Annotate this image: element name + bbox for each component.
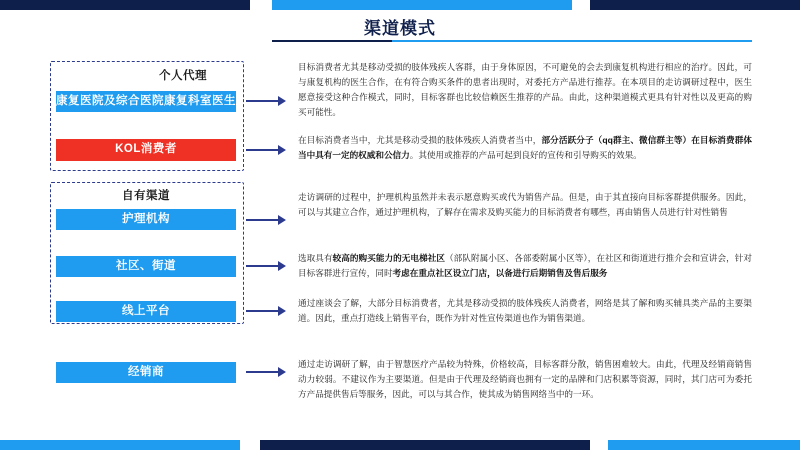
top-bar-gap-left (250, 0, 272, 10)
channel-item-community-street[interactable]: 社区、街道 (56, 256, 236, 277)
top-bar-segment-blue (272, 0, 572, 10)
top-decorative-bar (0, 0, 800, 10)
bottom-bar-segment-blue-left (0, 440, 240, 450)
community-text-bold-1: 较高的购买能力的无电梯社区 (332, 253, 446, 263)
bottom-decorative-bar (0, 440, 800, 450)
top-bar-gap-right (572, 0, 590, 10)
bottom-bar-segment-navy (260, 440, 590, 450)
description-nursing-institution: 走访调研的过程中，护理机构虽然并未表示愿意购买或代为销售产品。但是，由于其直接向目标客群提供服务。因此，可以与其建立合作，通过护理机构，了解存在需求及购买能力的目标消费者有哪些，再由销售人员进行针对性销售 (298, 192, 752, 218)
group-label-own-channel: 自有渠道 (56, 187, 236, 207)
channel-item-nursing-institution[interactable]: 护理机构 (56, 209, 236, 230)
kol-text-pre: 在目标消费者当中，尤其是移动受损的肢体残疾人消费者当中， (298, 135, 542, 145)
description-dealer: 通过走访调研了解，由于智慧医疗产品较为特殊，价格较高，目标客群分散，销售困难较大。由此，代理及经销商销售动力较弱。不建议作为主要渠道。但是由于代理及经销商也拥有一定的品牌和门店积累等资源，同时，其门店可为委托方产品提供售后等服务，因此，可以与其合作，使其成为销售网络当中的一环。 (298, 359, 752, 400)
community-text-pre: 选取具有 (298, 253, 333, 263)
page-title: 渠道模式 (364, 19, 436, 38)
channel-item-kol-consumer[interactable]: KOL消费者 (56, 139, 236, 161)
description-community-street (298, 251, 752, 281)
description-kol (298, 133, 752, 163)
description-online-platform: 通过座谈会了解，大部分目标消费者，尤其是移动受损的肢体残疾人消费者，网络是其了解和购买辅具类产品的主要渠道。因此，重点打造线上销售平台，既作为针对性宣传渠道也作为销售渠道。 (298, 298, 752, 324)
community-text-bold-2: 考虑在重点社区设立门店，以备进行后期销售及售后服务 (392, 268, 608, 279)
bottom-bar-gap-left (240, 440, 260, 450)
bottom-bar-segment-blue-right (608, 440, 800, 450)
group-label-personal-agent: 个人代理 (126, 66, 240, 87)
kol-text-post: 。其使用或推荐的产品可起到良好的宣传和引导购买的效果。 (409, 150, 642, 161)
channel-item-dealer[interactable]: 经销商 (56, 362, 236, 383)
top-bar-segment-navy-left (0, 0, 250, 10)
title-underline-accent (272, 40, 392, 42)
kol-text-bold: 部分活跃分子（qq群主、微信群主等）在目标消费群体当中具有一定的权威和公信力 (298, 135, 752, 161)
description-personal-agent: 目标消费者尤其是移动受损的肢体残疾人客群，由于身体原因，不可避免的会去到康复机构进行相应的治疗。因此，可与康复机构的医生合作，在有符合购买条件的患者出现时，对委托方产品进行推荐。在本项目的走访调研过程中，医生愿意接受这种合作模式，同时，目标客群也比较信赖医生推荐的产品。由此，这种渠道模式更具有针对性以及更高的购买可能性。 (298, 62, 752, 118)
community-text-mid: （部队附属小区、各部委附属小区等），在社区和街道进行推介会和宣讲会，针对目标客群进行宣传，同时 (298, 253, 752, 279)
channel-item-hospital-doctors[interactable]: 康复医院及综合医院康复科室医生 (56, 91, 236, 112)
channel-item-online-platform[interactable]: 线上平台 (56, 301, 236, 322)
bottom-bar-gap-right (590, 440, 608, 450)
top-bar-segment-navy-right (590, 0, 800, 10)
